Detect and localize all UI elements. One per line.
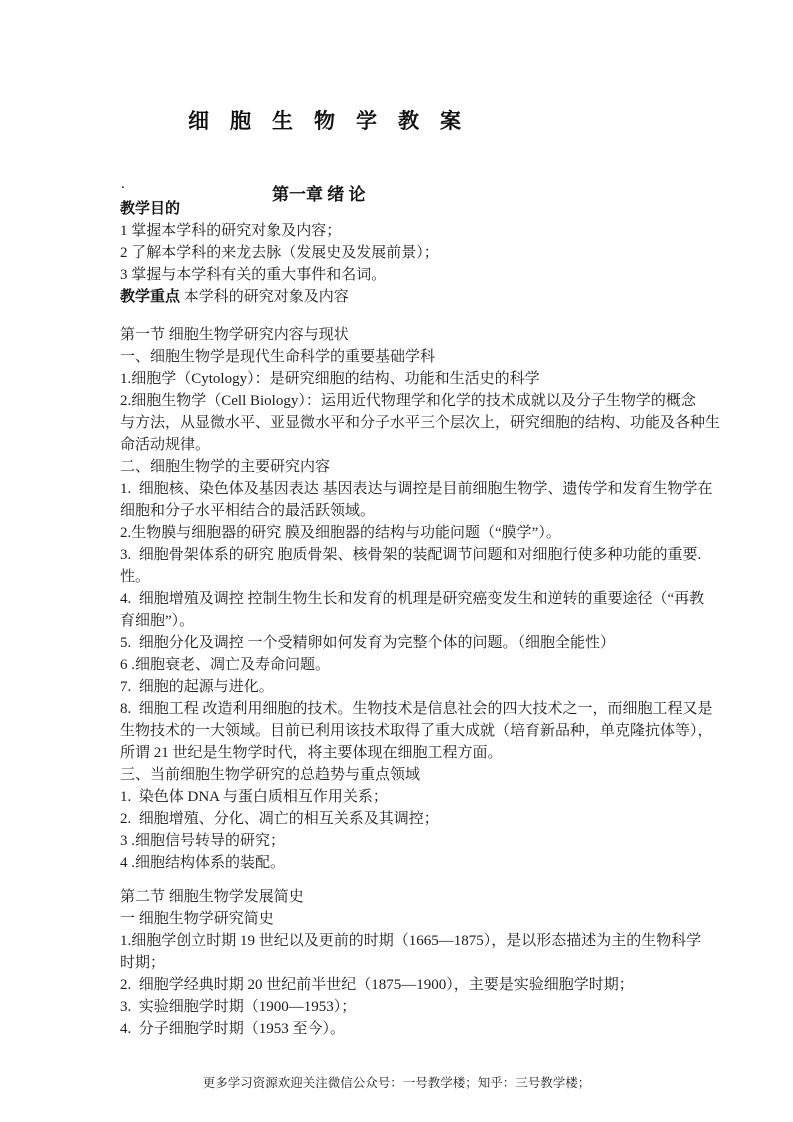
text-line: 2.细胞生物学（Cell Biology）：运用近代物理学和化学的技术成就以及分子生物学的概念 (120, 393, 696, 409)
text-line: 1.细胞学（Cytology）：是研究细胞的结构、功能和生活史的科学 (120, 371, 540, 387)
text-line: 育细胞”）。 (120, 613, 195, 629)
text-line: 性。 (120, 569, 151, 585)
text-line: 生物技术的一大领域。目前已利用该技术取得了重大成就（培育新品种，单克隆抗体等）， (120, 723, 713, 739)
text-line: 6 .细胞衰老、凋亡及寿命问题。 (120, 657, 331, 673)
text-line: 二、细胞生物学的主要研究内容 (120, 459, 331, 475)
footer-note: 更多学习资源欢迎关注微信公众号：一号教学楼；知乎：三号教学楼； (202, 1076, 591, 1090)
bold-label: 教学目的 (120, 201, 181, 217)
text-line: 3. 细胞骨架体系的研究 胞质骨架、核骨架的装配调节问题和对细胞行使多种功能的重要. (120, 547, 702, 563)
text-line: 所谓 21 世纪是生物学时代，将主要体现在细胞工程方面。 (120, 745, 503, 761)
document-title: 细 胞 生 物 学 教 案 (188, 109, 461, 133)
text-line: 3. 实验细胞学时期（1900—1953）； (120, 999, 357, 1015)
text-line: 时期； (120, 955, 166, 971)
document-body (120, 198, 720, 1040)
text-line: 3 .细胞信号转导的研究； (120, 833, 286, 849)
text-line: 2 了解本学科的来龙去脉（发展史及发展前景）； (120, 245, 439, 261)
text-line: 8. 细胞工程 改造利用细胞的技术。生物技术是信息社会的四大技术之一，而细胞工程又是 (120, 701, 713, 717)
bold-label: 教学重点 (120, 289, 181, 305)
text-line: 三、当前细胞生物学研究的总趋势与重点领域 (120, 767, 421, 783)
text-line: 与方法，从显微水平、亚显微水平和分子水平三个层次上，研究细胞的结构、功能及各种生 (120, 415, 721, 431)
text-line: 2. 细胞增殖、分化、凋亡的相互关系及其调控； (120, 811, 439, 827)
text-line: 细胞和分子水平相结合的最活跃领域。 (120, 503, 376, 519)
text-line: 一、细胞生物学是现代生命科学的重要基础学科 (120, 349, 436, 365)
text-line: 第二节 细胞生物学发展简史 (120, 889, 304, 905)
text-line: 命活动规律。 (120, 437, 211, 453)
text-line: 一 细胞生物学研究简史 (120, 911, 274, 927)
text-line: 第一节 细胞生物学研究内容与现状 (120, 327, 349, 343)
text-line: 5. 细胞分化及调控 一个受精卵如何发育为完整个体的问题。（细胞全能性） (120, 635, 616, 651)
text-line: 2. 细胞学经典时期 20 世纪前半世纪（1875—1900），主要是实验细胞学时期； (120, 977, 634, 993)
text-line: 7. 细胞的起源与进化。 (120, 679, 274, 695)
text-line: 4. 分子细胞学时期（1953 至今）。 (120, 1021, 346, 1037)
text-line: 教学重点 本学科的研究对象及内容 (120, 289, 349, 305)
text-line: 2.生物膜与细胞器的研究 膜及细胞器的结构与功能问题（“膜学”）。 (120, 525, 561, 541)
text-line: 4. 细胞增殖及调控 控制生物生长和发育的机理是研究癌变发生和逆转的重要途径（“再教 (120, 591, 705, 607)
chapter-heading: 第一章 绪 论 (272, 185, 366, 204)
text-line: 1. 细胞核、染色体及基因表达 基因表达与调控是目前细胞生物学、遗传学和发育生物学在 (120, 481, 713, 497)
text-line: 3 掌握与本学科有关的重大事件和名词。 (120, 267, 387, 283)
text-line: 1 掌握本学科的研究对象及内容； (120, 223, 342, 239)
chapter-leading-dot: . (121, 176, 125, 192)
text-line: 1. 染色体 DNA 与蛋白质相互作用关系； (120, 789, 388, 805)
text-line (120, 198, 720, 220)
text-line: 4 .细胞结构体系的装配。 (120, 855, 286, 871)
text-line: 1.细胞学创立时期 19 世纪以及更前的时期（1665—1875），是以形态描述为主的生物科学 (120, 933, 702, 949)
